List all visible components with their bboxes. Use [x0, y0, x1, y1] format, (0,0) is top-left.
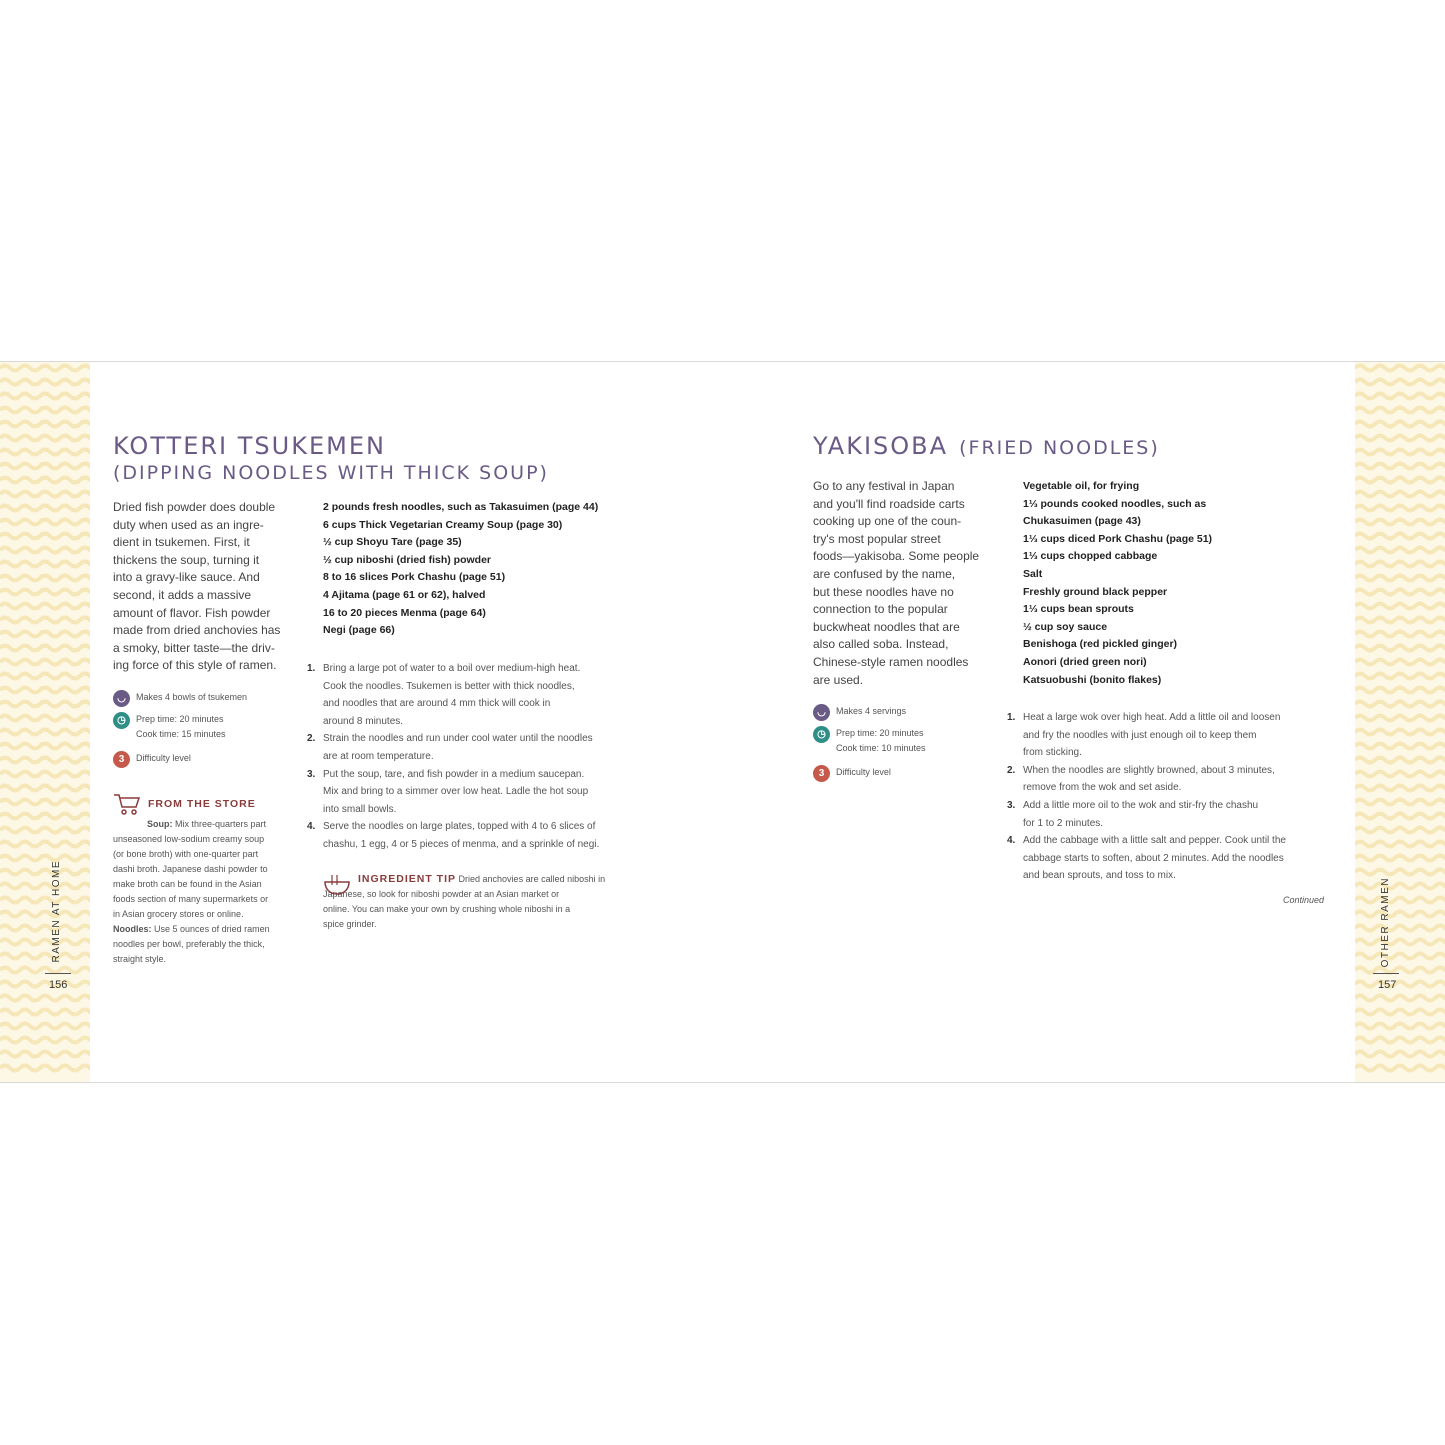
right-ingredients — [1023, 478, 1212, 689]
ingredient: Katsuobushi (bonito flakes) — [1023, 673, 1162, 686]
right-page-number: 157 — [1378, 979, 1397, 991]
ingredient: ½ cup niboshi (dried fish) powder — [323, 553, 492, 566]
right-recipe-title: YAKISOBA (FRIED NOODLES) — [813, 432, 1160, 460]
ingredient: ½ cup soy sauce — [1023, 620, 1108, 633]
wave-pattern — [1355, 362, 1445, 1082]
ingredient: 8 to 16 slices Pork Chashu (page 51) — [323, 571, 506, 584]
from-the-store-heading: FROM THE STORE — [148, 797, 256, 810]
ingredient: 2 pounds fresh noodles, such as Takasuimen (page 44) — [323, 501, 599, 513]
right-steps — [1007, 709, 1327, 885]
clock-icon: ◷ — [813, 726, 830, 743]
ingredient: 1⅓ cups chopped cabbage — [1023, 550, 1158, 563]
right-wave-strip — [1355, 362, 1445, 1082]
difficulty-icon: 3 — [813, 765, 830, 782]
ingredient: Negi (page 66) — [323, 624, 395, 637]
ingredient: Freshly ground black pepper — [1023, 585, 1168, 598]
left-ingredients — [323, 499, 598, 640]
left-intro: Dried fish powder does double duty when used as an ingre- dient in tsukemen. First, it thickens the soup, turning it into a gravy-like sauce. And second, it adds a massive amount of flavor. Fish powder made from dried anchovies has a smoky, bitter taste—the driv- ing force of this style of ramen. — [113, 500, 281, 673]
step: 3. Put the soup, tare, and fish powder in a medium saucepan. Mix and bring to a simmer over low heat. Ladle the hot soup into small bowls. — [307, 768, 589, 815]
bowl-icon: ◡ — [813, 704, 830, 721]
bowl-icon: ◡ — [113, 690, 130, 707]
left-steps — [307, 660, 637, 854]
wave-pattern — [0, 362, 90, 1082]
ingredient: 6 cups Thick Vegetarian Creamy Soup (page 30) — [323, 518, 563, 531]
ingredient: 1⅓ pounds cooked noodles, such as — [1023, 497, 1207, 510]
ingredient: Vegetable oil, for frying — [1023, 480, 1140, 492]
step: 2. When the noodles are slightly browned, about 3 minutes, remove from the wok and set aside. — [1007, 764, 1275, 794]
ingredient: Aonori (dried green nori) — [1023, 655, 1147, 668]
ramen-bowl-icon — [323, 873, 351, 897]
step: 1. Bring a large pot of water to a boil over medium-high heat. Cook the noodles. Tsukemen is better with thick noodles, and noodles that are around 4 mm thick will cook in around 8 minutes. — [307, 663, 581, 727]
step: 2. Strain the noodles and run under cool water until the noodles are at room temperature. — [307, 733, 593, 762]
book-spread — [0, 361, 1445, 1083]
right-divider — [1373, 973, 1399, 974]
ingredient: Benishoga (red pickled ginger) — [1023, 638, 1178, 651]
ingredient: Salt — [1023, 567, 1043, 580]
shopping-cart-icon — [113, 792, 141, 816]
right-recipe-meta: ◡ Makes 4 servings ◷ Prep time: 20 minutes Cook time: 10 minutes 3 Difficulty level — [813, 704, 993, 784]
step: 4. Add the cabbage with a little salt and pepper. Cook until the cabbage starts to soften, about 2 minutes. Add the noodles and bean sprouts, and toss to mix. — [1007, 835, 1286, 882]
ingredient-tip-heading: INGREDIENT TIP — [358, 873, 457, 885]
left-running-head: RAMEN AT HOME — [51, 860, 62, 963]
step: 4. Serve the noodles on large plates, topped with 4 to 6 slices of chashu, 1 egg, 4 or 5 pieces of menma, and a sprinkle of negi. — [307, 821, 600, 850]
ingredient: 1⅓ cups diced Pork Chashu (page 51) — [1023, 532, 1213, 545]
ingredient: ½ cup Shoyu Tare (page 35) — [323, 536, 462, 549]
left-recipe-meta: ◡ Makes 4 bowls of tsukemen ◷ Prep time: 20 minutes Cook time: 15 minutes 3 Difficulty level — [113, 690, 293, 770]
left-divider — [45, 973, 71, 974]
step: 3. Add a little more oil to the wok and stir-fry the chashu for 1 to 2 minutes. — [1007, 799, 1259, 829]
ingredient-tip-box: INGREDIENT TIP Dried anchovies are called niboshi in Japanese, so look for niboshi powder at an Asian market or online. You can make your own by crushing whole niboshi in a spice grinder. — [323, 873, 606, 929]
clock-icon: ◷ — [113, 712, 130, 729]
from-the-store-box: FROM THE STORE Soup: Mix three-quarters part unseasoned low-sodium creamy soup (or bone broth) with one-quarter part dashi broth. Japanese dashi powder to make broth can be found in the Asian foods section of many supermarkets or in Asian grocery stores or online. Noodles: Use 5 ounces of dried ramen noodles per bowl, preferably the thick, straight style. — [113, 792, 293, 967]
right-intro: Go to any festival in Japan and you'll find roadside carts cooking up one of the coun- try's most popular street foods—yakisoba. Some people are confused by the name, but these noodles have no connection to the popular buckwheat noodles that are also called soba. Instead, Chinese-style ramen noodles are used. — [813, 479, 980, 687]
ingredient: 4 Ajitama (page 61 or 62), halved — [323, 588, 486, 601]
step: 1. Heat a large wok over high heat. Add a little oil and loosen and fry the noodles with just enough oil to keep them from sticking. — [1007, 712, 1281, 759]
ingredient: 1⅓ cups bean sprouts — [1023, 603, 1134, 616]
left-recipe-subtitle: (DIPPING NOODLES WITH THICK SOUP) — [113, 462, 549, 484]
continued-note: Continued — [1283, 895, 1325, 905]
left-wave-strip — [0, 362, 90, 1082]
right-running-head: OTHER RAMEN — [1380, 877, 1391, 968]
difficulty-icon: 3 — [113, 751, 130, 768]
left-recipe-title: KOTTERI TSUKEMEN — [113, 432, 386, 460]
ingredient: Chukasuimen (page 43) — [1023, 515, 1141, 528]
left-page-number: 156 — [49, 979, 68, 991]
ingredient: 16 to 20 pieces Menma (page 64) — [323, 606, 486, 619]
